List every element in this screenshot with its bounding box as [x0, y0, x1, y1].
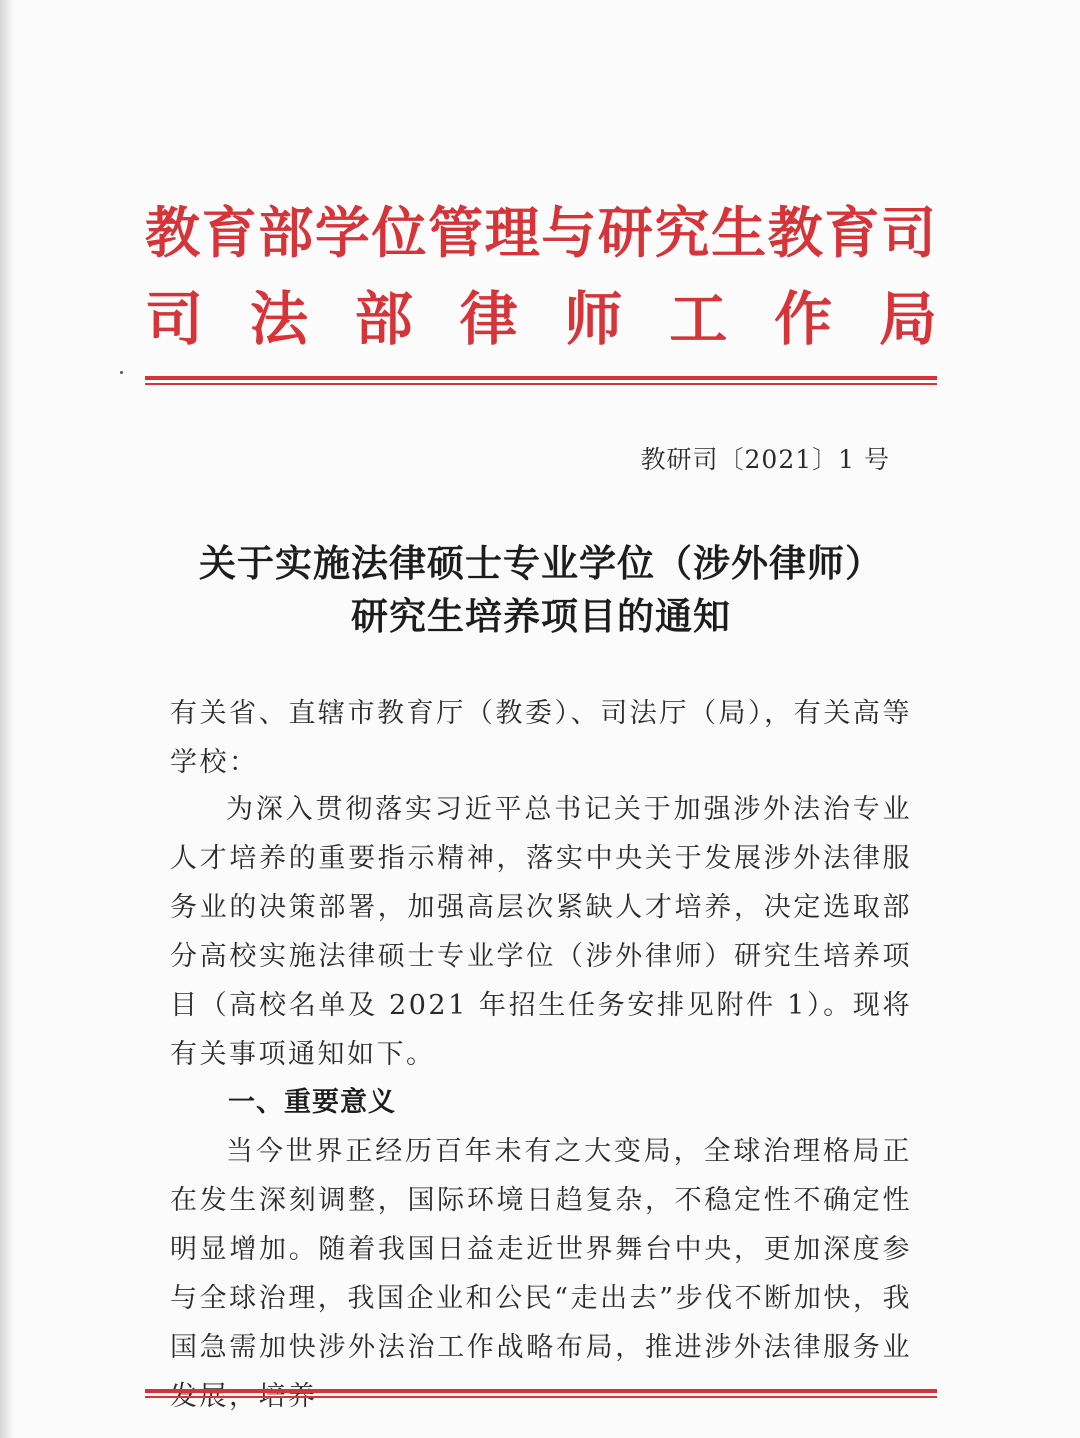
red-header-rule-thick: [145, 376, 937, 380]
significance-paragraph: 当今世界正经历百年未有之大变局，全球治理格局正在发生深刻调整，国际环境日趋复杂，不稳定性不确定性明显增加。随着我国日益走近世界舞台中央，更加深度参与全球治理，我国企业和公民“走出去”步伐不断加快，我国急需加快涉外法治工作战略布局，推进涉外法律服务业: [170, 1136, 912, 1363]
document-title-line-2: 研究生培养项目的通知: [351, 594, 731, 638]
red-header-rule-thin: [145, 383, 937, 385]
red-footer-rule-thin: [145, 1396, 937, 1398]
intro-paragraph: 为深入贯彻落实习近平总书记关于加强涉外法治专业人才培养的重要指示精神，落实中央关于发展涉外法律服务业的决策部署，加强高层次紧缺人才培养，决定选取部分高校实施法律硕士专业学位（涉外律师）研究生培养项目（高校名单及 2021 年招生任务安排见附件 1）。现将有关事项通知如下。: [170, 794, 912, 1070]
document-title-line-1: 关于实施法律硕士专业学位（涉外律师）: [199, 541, 883, 585]
scan-speck: [120, 371, 123, 374]
addressee: 有关省、直辖市教育厅（教委）、司法厅（局），有关高等学校：: [170, 698, 912, 778]
red-footer-rule-thick: [145, 1389, 937, 1393]
page-edge-shadow: [0, 0, 14, 1438]
issuer-line-1: 教育部学位管理与研究生教育司: [145, 200, 937, 265]
document-number: 教研司〔2021〕1 号: [640, 445, 890, 474]
section-heading-1: 一、重要意义: [228, 1087, 396, 1118]
issuer-line-2: 司法部律师工作局: [145, 285, 937, 353]
